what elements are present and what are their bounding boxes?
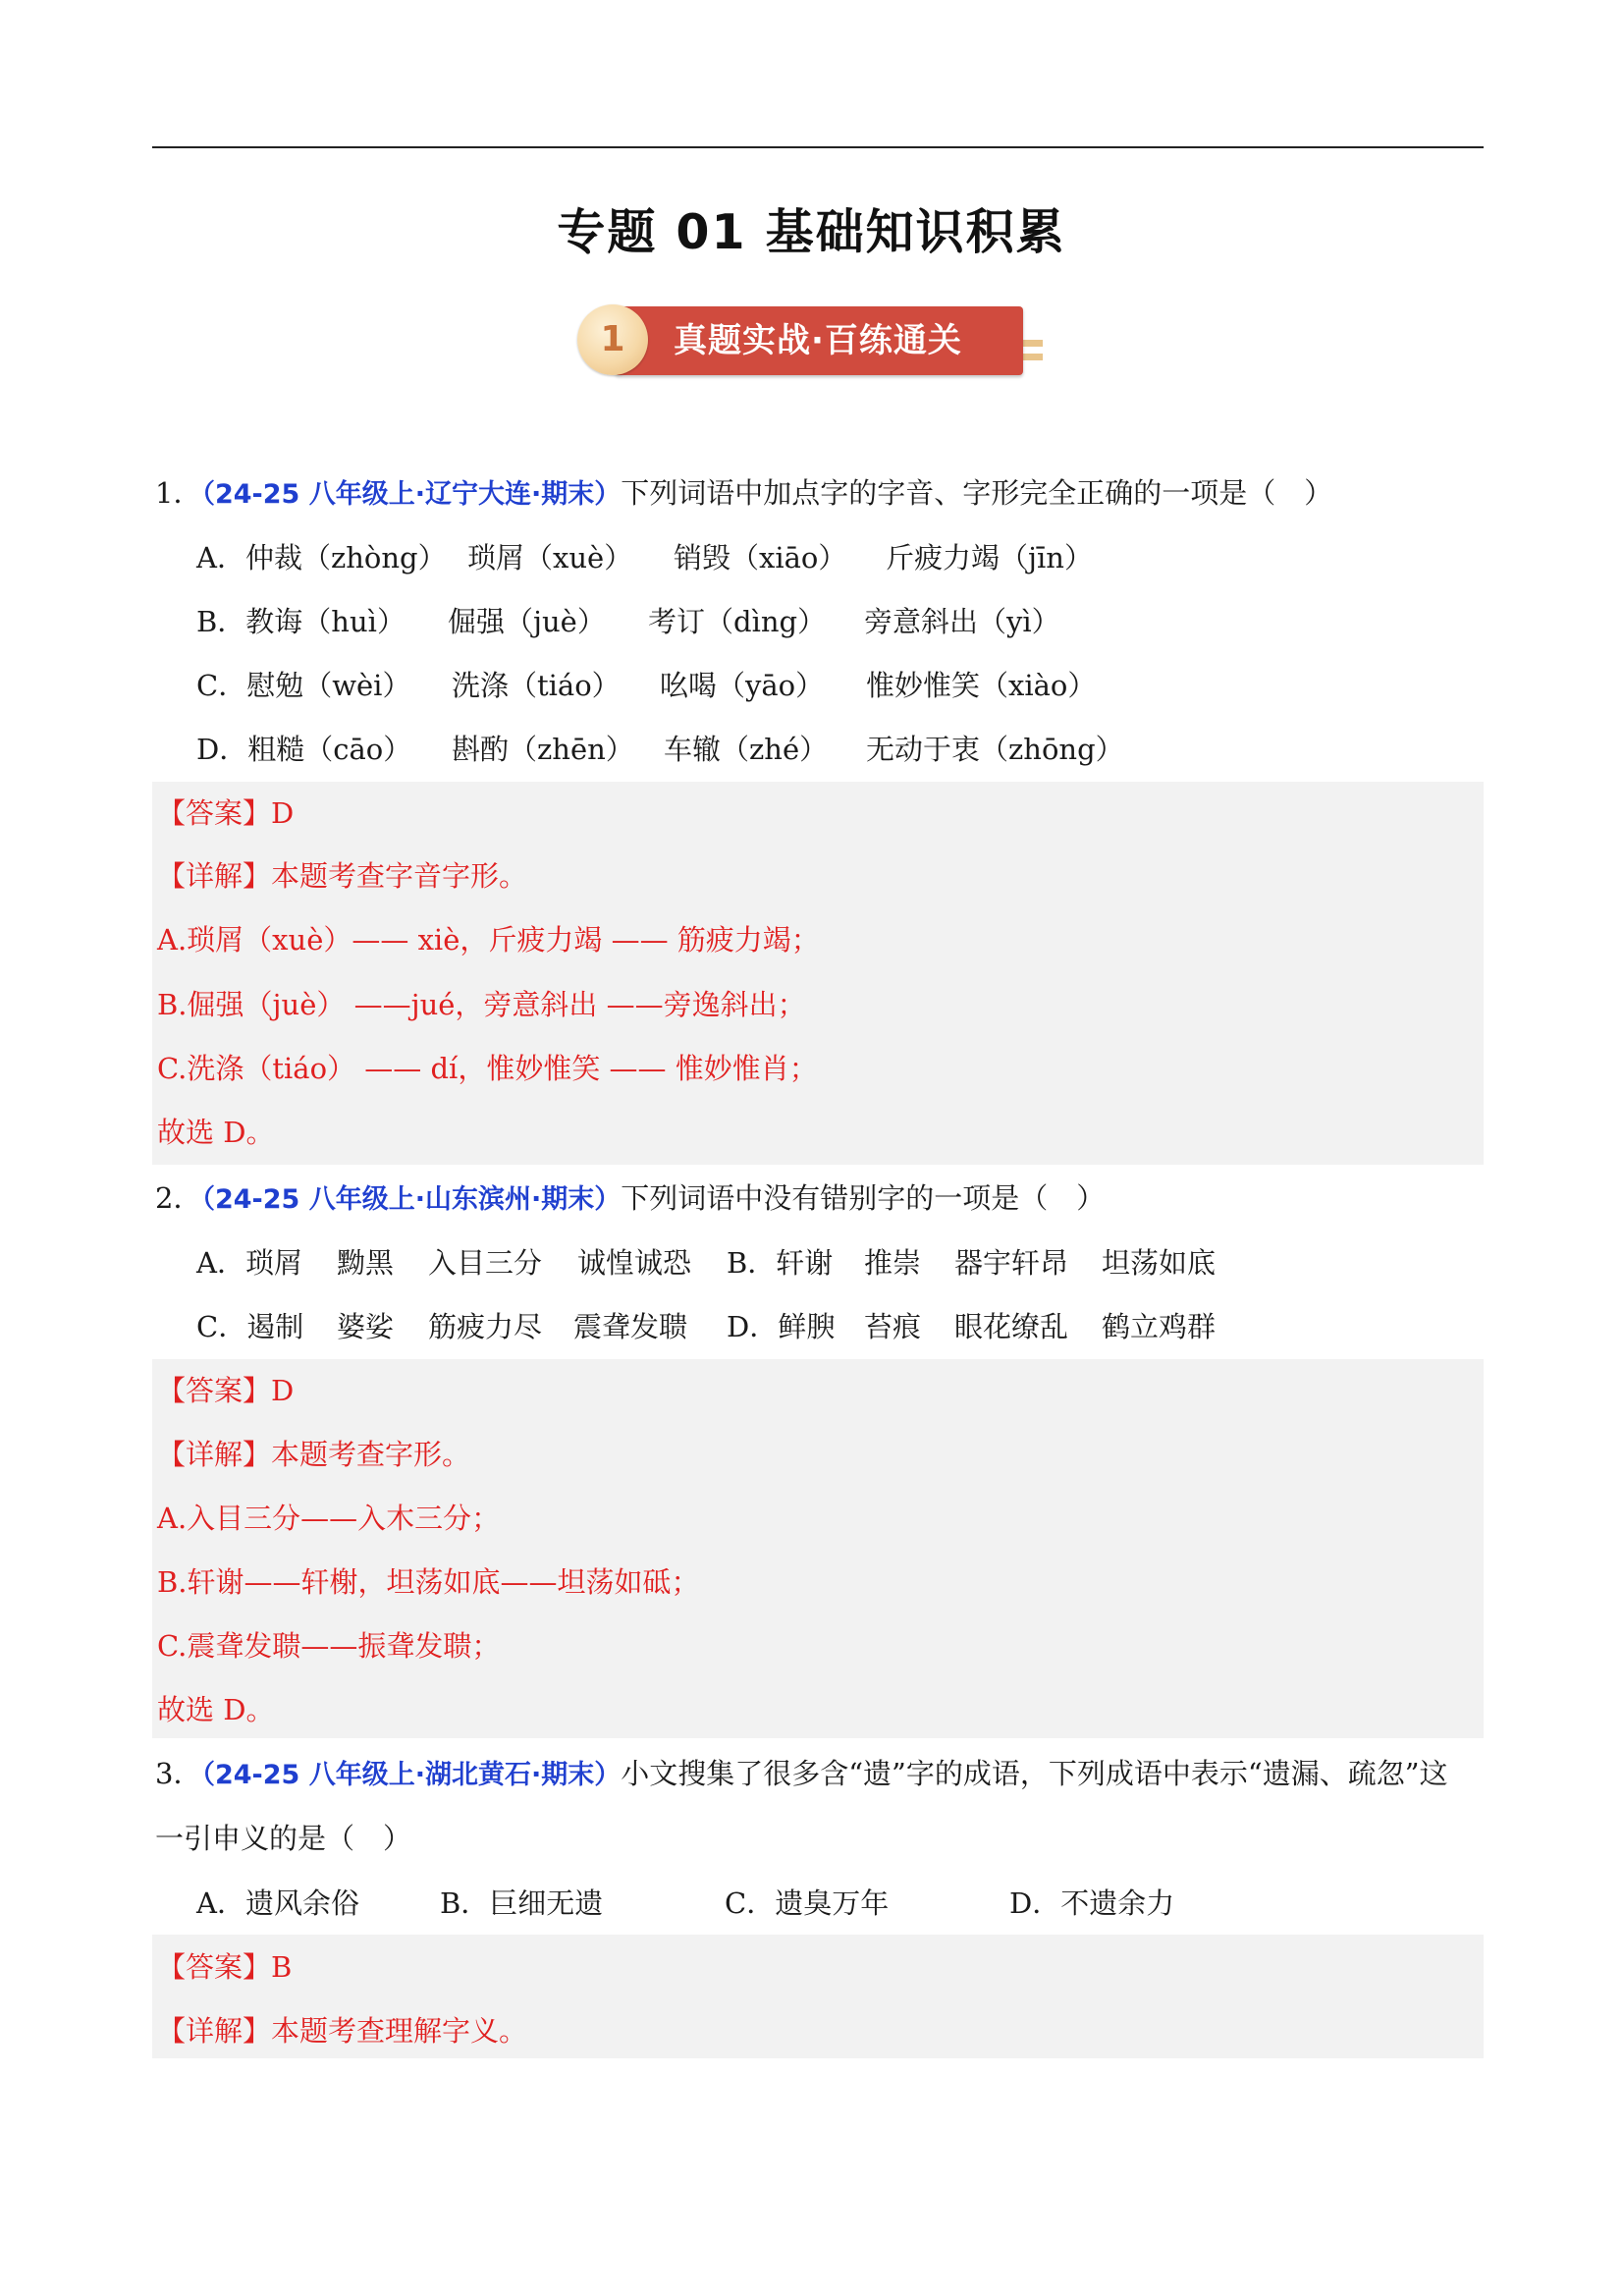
option-a-word: 入目三分 bbox=[428, 1246, 543, 1280]
option-c: C．慰勉（wèi） bbox=[196, 669, 411, 702]
option-a-word: 黝黑 bbox=[337, 1246, 395, 1280]
option-b-word: 推崇 bbox=[864, 1246, 922, 1280]
option-b: B．教诲（huì） bbox=[196, 605, 406, 638]
question-number: 1． bbox=[155, 476, 202, 510]
explanation-line: 【详解】本题考查字音字形。 bbox=[157, 859, 528, 893]
option-a-word: 诚惶诚恐 bbox=[577, 1246, 692, 1280]
option-c-word: 筋疲力尽 bbox=[428, 1310, 543, 1343]
answer-box bbox=[152, 782, 1484, 1165]
option-d-word: 车辙（zhé） bbox=[664, 733, 829, 766]
option-c: C．遏制 bbox=[196, 1310, 304, 1343]
explanation-line: B.倔强（juè） ——jué，旁意斜出 ——旁逸斜出； bbox=[157, 988, 806, 1021]
banner-text: 真题实战·百练通关 bbox=[674, 321, 962, 360]
question-stem-continued: 一引申义的是（ ） bbox=[155, 1822, 412, 1855]
explanation-line: 【详解】本题考查字形。 bbox=[157, 1438, 471, 1471]
explanation-line: A.入目三分——入木三分； bbox=[157, 1502, 501, 1535]
option-b-word: 旁意斜出（yì） bbox=[864, 605, 1060, 638]
option-d: D．鲜腴 bbox=[727, 1310, 836, 1343]
option-c-word: 婆娑 bbox=[337, 1310, 395, 1343]
section-banner bbox=[577, 301, 1058, 383]
explanation-line: A.琐屑（xuè）—— xiè，斤疲力竭 —— 筋疲力竭； bbox=[157, 923, 820, 957]
question-source: （24-25 八年级上·湖北黄石·期末） bbox=[201, 1760, 622, 1790]
question-1 bbox=[155, 473, 1332, 515]
option-a-word: 琐屑（xuè） bbox=[467, 541, 633, 574]
option-a-word: 销毁（xiāo） bbox=[674, 541, 847, 574]
option-b: B．巨细无遗 bbox=[440, 1886, 604, 1920]
answer: 【答案】D bbox=[157, 1374, 295, 1407]
question-3 bbox=[155, 1754, 1448, 1795]
option-b-word: 器宇轩昂 bbox=[954, 1246, 1069, 1280]
explanation-line: 故选 D。 bbox=[157, 1693, 275, 1726]
explanation-line: 故选 D。 bbox=[157, 1116, 275, 1149]
question-stem: 小文搜集了很多含“遗”字的成语，下列成语中表示“遗漏、疏忽”这 bbox=[621, 1757, 1448, 1790]
explanation-line: 【详解】本题考查理解字义。 bbox=[157, 2014, 528, 2048]
explanation-line: B.轩谢——轩榭，坦荡如底——坦荡如砥； bbox=[157, 1565, 700, 1599]
question-stem: 下列词语中没有错别字的一项是（ ） bbox=[621, 1181, 1106, 1215]
option-b: B．轩谢 bbox=[727, 1246, 834, 1280]
option-b-word: 倔强（juè） bbox=[448, 605, 606, 638]
question-2 bbox=[155, 1178, 1105, 1220]
top-rule bbox=[152, 146, 1484, 148]
question-stem: 下列词语中加点字的字音、字形完全正确的一项是（ ） bbox=[621, 476, 1333, 510]
question-number: 2． bbox=[155, 1181, 202, 1215]
option-a: A．遗风余俗 bbox=[196, 1886, 359, 1920]
option-b-word: 考订（dìng） bbox=[648, 605, 827, 638]
option-b-word: 坦荡如底 bbox=[1102, 1246, 1217, 1280]
answer: 【答案】B bbox=[157, 1950, 293, 1984]
option-d: D．粗糙（cāo） bbox=[196, 733, 412, 766]
option-c-word: 惟妙惟笑（xiào） bbox=[866, 669, 1097, 702]
explanation-line: C.震聋发聩——振聋发聩； bbox=[157, 1629, 501, 1663]
option-d-word: 鹤立鸡群 bbox=[1102, 1310, 1217, 1343]
option-a: A．琐屑 bbox=[196, 1246, 302, 1280]
option-c-word: 震聋发聩 bbox=[573, 1310, 688, 1343]
page-title: 专题 01 基础知识积累 bbox=[557, 204, 1066, 260]
option-a-word: 斤疲力竭（jīn） bbox=[886, 541, 1093, 574]
answer: 【答案】D bbox=[157, 796, 295, 830]
option-c-word: 吆喝（yāo） bbox=[660, 669, 825, 702]
explanation-line: C.洗涤（tiáo） —— dí，惟妙惟笑 —— 惟妙惟肖； bbox=[157, 1052, 818, 1085]
option-c-word: 洗涤（tiáo） bbox=[452, 669, 621, 702]
banner-number-badge bbox=[577, 304, 648, 375]
option-c: C．遗臭万年 bbox=[725, 1886, 890, 1920]
option-d-word: 无动于衷（zhōng） bbox=[866, 733, 1124, 766]
question-source: （24-25 八年级上·辽宁大连·期末） bbox=[201, 479, 622, 510]
answer-box bbox=[152, 1359, 1484, 1738]
option-d-word: 眼花缭乱 bbox=[954, 1310, 1069, 1343]
question-number: 3． bbox=[155, 1757, 202, 1790]
option-d-word: 斟酌（zhēn） bbox=[452, 733, 634, 766]
option-d: D．不遗余力 bbox=[1009, 1886, 1175, 1920]
banner-bar bbox=[615, 306, 1023, 375]
option-d-word: 苔痕 bbox=[864, 1310, 922, 1343]
question-source: （24-25 八年级上·山东滨州·期末） bbox=[201, 1184, 622, 1215]
option-a: A．仲裁（zhòng） bbox=[196, 541, 447, 574]
banner-number: 1 bbox=[600, 319, 625, 359]
